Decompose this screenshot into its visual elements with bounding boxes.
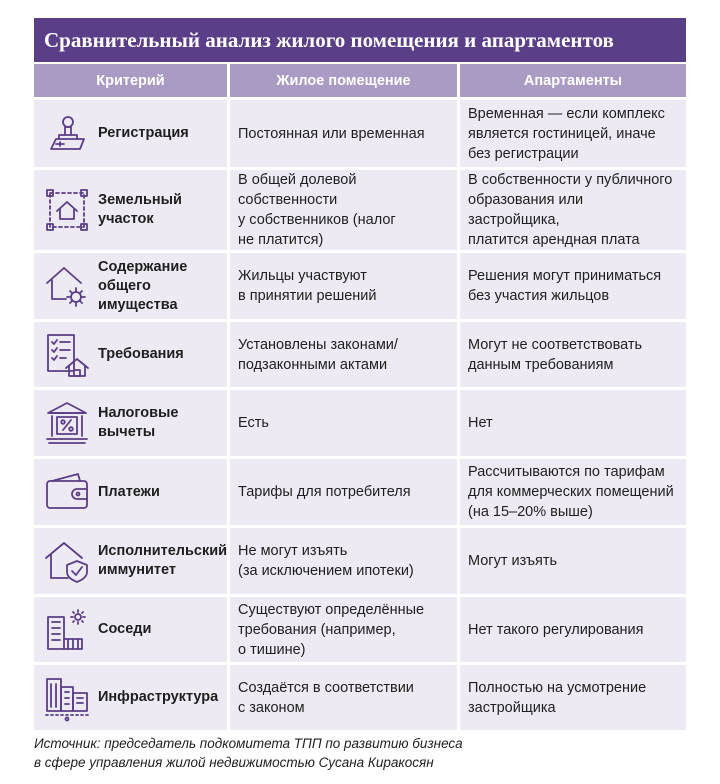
apartments-cell: Временная — если комплекс является гостиницей, иначе без регистрации — [457, 100, 686, 170]
criterion-cell — [34, 100, 227, 170]
criterion-label: Платежи — [98, 483, 160, 500]
criterion-cell — [34, 528, 227, 597]
stamp-icon — [42, 109, 92, 159]
header-residential: Жилое помещение — [227, 64, 457, 100]
criterion-label: Соседи — [98, 621, 152, 637]
table-row — [34, 459, 686, 528]
criterion-label: Инфраструктура — [98, 689, 219, 705]
table-header-row — [34, 64, 686, 100]
header-apartments: Апартаменты — [457, 64, 686, 100]
house-shield-icon — [42, 536, 92, 586]
city-infrastructure-icon — [42, 673, 92, 723]
table-row — [34, 100, 686, 170]
apartments-cell: Полностью на усмотрение застройщика — [457, 665, 686, 733]
neighbors-icon — [42, 605, 92, 655]
comparison-table — [34, 64, 686, 733]
criterion-cell — [34, 170, 227, 253]
criterion-cell — [34, 597, 227, 665]
criterion-cell — [34, 665, 227, 733]
criterion-cell — [34, 322, 227, 390]
residential-cell: Есть — [227, 390, 457, 459]
table-row — [34, 253, 686, 322]
wallet-icon — [42, 467, 92, 517]
table-row — [34, 170, 686, 253]
criterion-label: Требования — [98, 346, 184, 362]
criterion-label: Земельный участок — [98, 192, 182, 227]
tax-building-icon — [42, 398, 92, 448]
apartments-cell: Решения могут приниматься без участия жильцов — [457, 253, 686, 322]
apartments-cell: Могут изъять — [457, 528, 686, 597]
apartments-cell: Рассчитываются по тарифам для коммерческих помещений (на 15–20% выше) — [457, 459, 686, 528]
apartments-cell: Нет — [457, 390, 686, 459]
residential-cell: Не могут изъять (за исключением ипотеки) — [227, 528, 457, 597]
table-row — [34, 597, 686, 665]
residential-cell: Жильцы участвуют в принятии решений — [227, 253, 457, 322]
table-row — [34, 665, 686, 733]
criterion-cell — [34, 253, 227, 322]
residential-cell: Установлены законами/ подзаконными актами — [227, 322, 457, 390]
criterion-label: Содержание общего имущества — [98, 258, 188, 313]
criterion-cell — [34, 390, 227, 459]
table-row — [34, 390, 686, 459]
checklist-house-icon — [42, 330, 92, 380]
residential-cell: Существуют определённые требования (например, о тишине) — [227, 597, 457, 665]
apartments-cell: Нет такого регулирования — [457, 597, 686, 665]
apartments-cell: Могут не соответствовать данным требованиям — [457, 322, 686, 390]
criterion-label: Регистрация — [98, 125, 189, 141]
table-row — [34, 322, 686, 390]
criterion-cell — [34, 459, 227, 528]
page-title: Сравнительный анализ жилого помещения и апартаментов — [34, 18, 686, 62]
table-row — [34, 528, 686, 597]
residential-cell: Постоянная или временная — [227, 100, 457, 170]
land-plot-icon — [42, 185, 92, 235]
apartments-cell: В собственности у публичного образования или застройщика, платится арендная плата — [457, 170, 686, 253]
house-gear-icon — [42, 261, 92, 311]
residential-cell: Тарифы для потребителя — [227, 459, 457, 528]
residential-cell: Создаётся в соответствии с законом — [227, 665, 457, 733]
residential-cell: В общей долевой собственности у собственников (налог не платится) — [227, 170, 457, 253]
source-note: Источник: председатель подкомитета ТПП по развитию бизнеса в сфере управления жилой недвижимостью Сусана Киракосян — [34, 736, 463, 770]
criterion-label: Налоговые вычеты — [98, 405, 179, 440]
header-criterion: Критерий — [34, 64, 227, 100]
criterion-label: Исполнительский иммунитет — [98, 543, 228, 578]
